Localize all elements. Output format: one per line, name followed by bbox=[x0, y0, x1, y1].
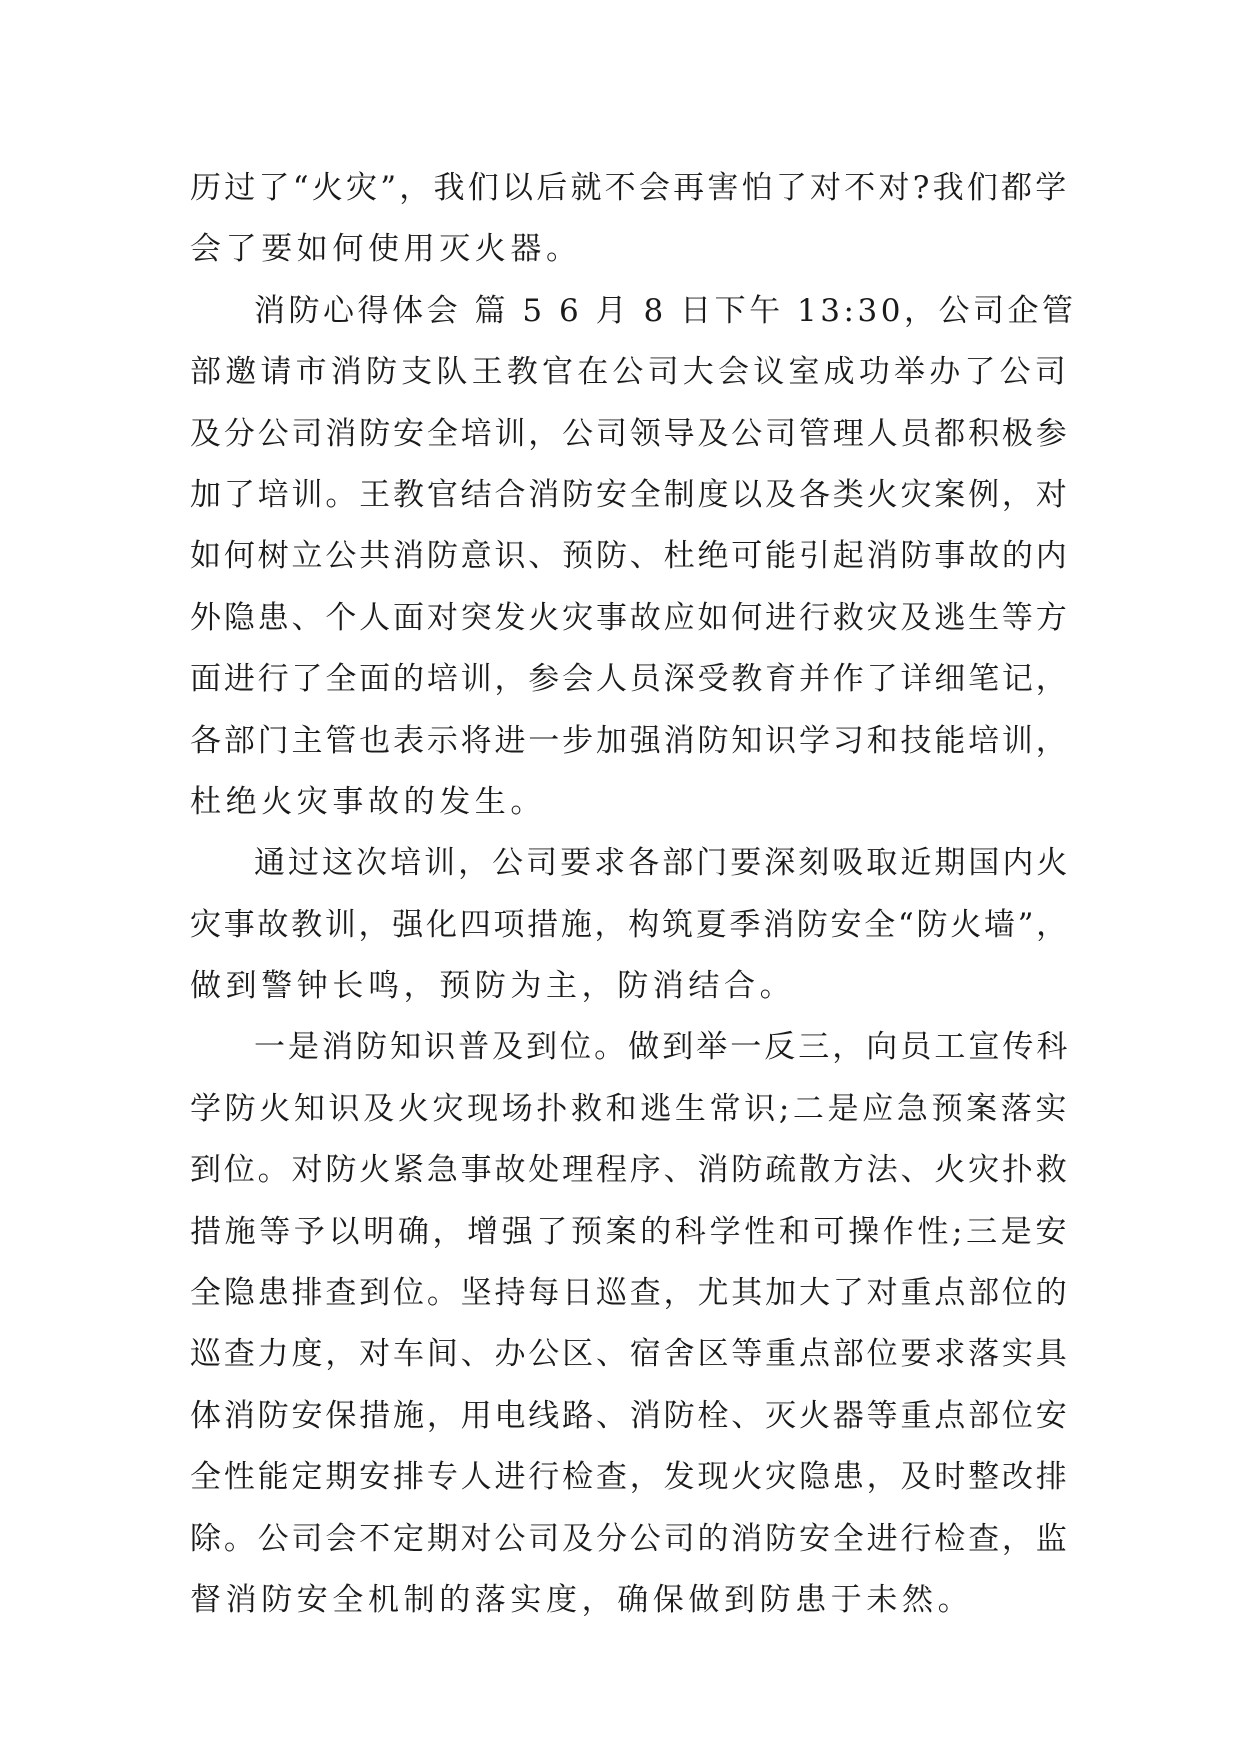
text-line: 通过这次培训，公司要求各部门要深刻吸取近期国内火 bbox=[254, 845, 1071, 882]
text-line: 杜绝火灾事故的发生。 bbox=[190, 783, 546, 820]
text-line: 各部门主管也表示将进一步加强消防知识学习和技能培训， bbox=[190, 722, 1070, 759]
text-line: 督消防安全机制的落实度，确保做到防患于未然。 bbox=[190, 1581, 974, 1618]
body-text bbox=[190, 158, 1077, 1631]
text-line: 学防火知识及火灾现场扑救和逃生常识;二是应急预案落实 bbox=[190, 1090, 1071, 1127]
text-line: 加了培训。王教官结合消防安全制度以及各类火灾案例，对 bbox=[190, 476, 1070, 513]
text-line: 灾事故教训，强化四项措施，构筑夏季消防安全“防火墙”， bbox=[190, 906, 1070, 943]
text-line: 消防心得体会 篇 5 6 月 8 日下午 13:30，公司企管 bbox=[254, 292, 1077, 329]
text-line: 如何树立公共消防意识、预防、杜绝可能引起消防事故的内 bbox=[190, 538, 1070, 575]
text-line: 除。公司会不定期对公司及分公司的消防安全进行检查，监 bbox=[190, 1520, 1070, 1557]
text-line: 体消防安保措施，用电线路、消防栓、灭火器等重点部位安 bbox=[190, 1397, 1070, 1434]
text-line: 及分公司消防安全培训，公司领导及公司管理人员都积极参 bbox=[190, 415, 1070, 452]
text-line: 全性能定期安排专人进行检查，发现火灾隐患，及时整改排 bbox=[190, 1459, 1070, 1496]
text-line: 做到警钟长鸣，预防为主，防消结合。 bbox=[190, 968, 796, 1005]
text-line: 面进行了全面的培训，参会人员深受教育并作了详细笔记， bbox=[190, 661, 1070, 698]
text-line: 一是消防知识普及到位。做到举一反三，向员工宣传科 bbox=[254, 1029, 1071, 1066]
text-line: 到位。对防火紧急事故处理程序、消防疏散方法、火灾扑救 bbox=[190, 1152, 1070, 1189]
text-line: 部邀请市消防支队王教官在公司大会议室成功举办了公司 bbox=[190, 354, 1070, 391]
text-line: 全隐患排查到位。坚持每日巡查，尤其加大了对重点部位的 bbox=[190, 1275, 1070, 1312]
text-line: 历过了“火灾”，我们以后就不会再害怕了对不对?我们都学 bbox=[190, 170, 1070, 206]
text-line: 措施等予以明确，增强了预案的科学性和可操作性;三是安 bbox=[190, 1213, 1071, 1250]
text-line: 会了要如何使用灭火器。 bbox=[190, 231, 582, 268]
text-line: 巡查力度，对车间、办公区、宿舍区等重点部位要求落实具 bbox=[190, 1336, 1070, 1373]
text-line: 外隐患、个人面对突发火灾事故应如何进行救灾及逃生等方 bbox=[190, 599, 1070, 636]
